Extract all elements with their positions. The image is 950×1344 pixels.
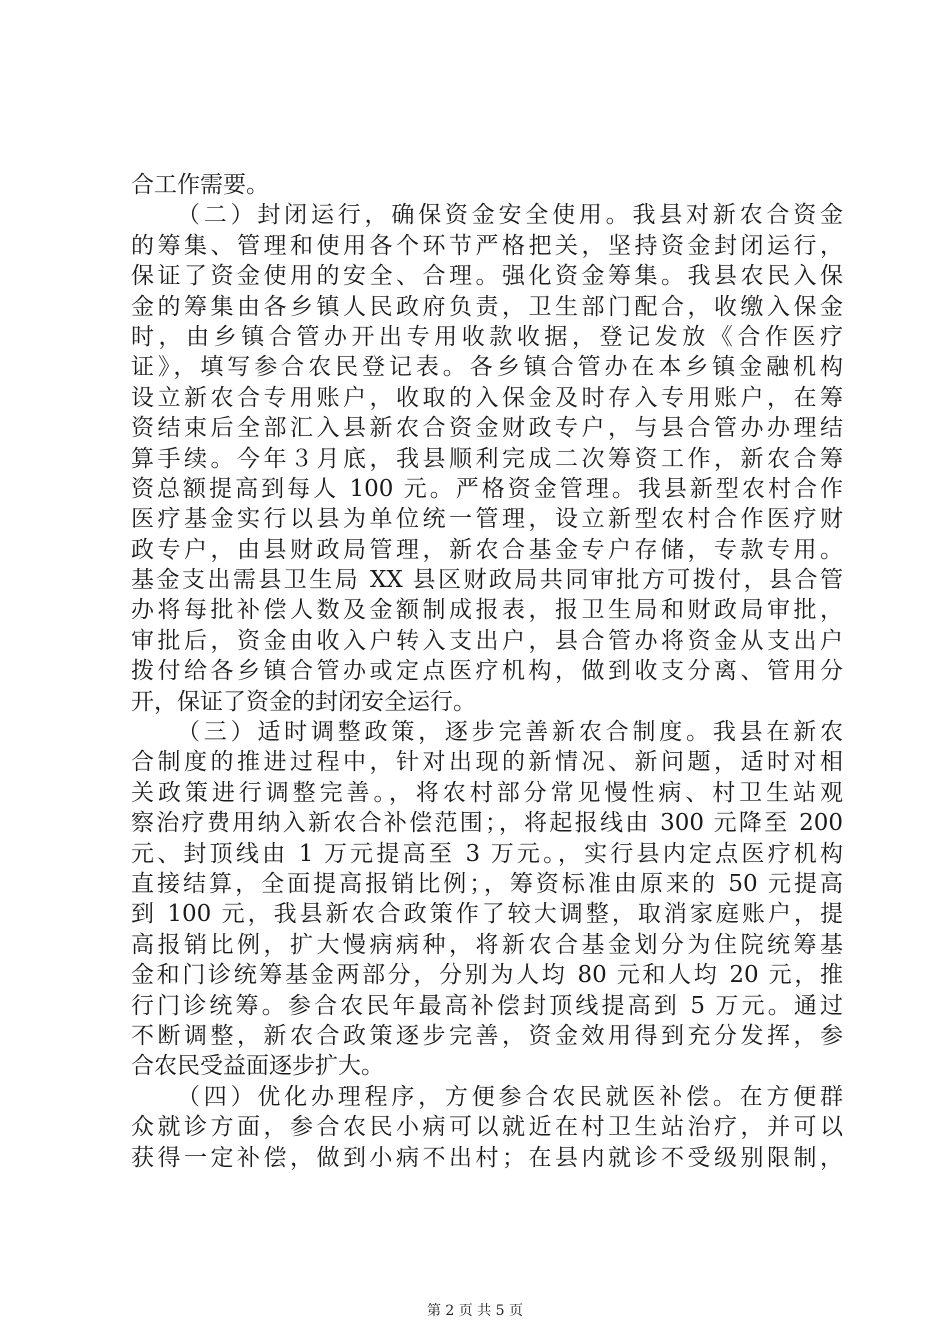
text-line: 到 100 元，我县新农合政策作了较大调整，取消家庭账户，提 — [131, 901, 843, 928]
paragraph-start-line: （四）优化办理程序，方便参合农民就医补偿。在方便群 — [177, 1083, 843, 1110]
text-line: 合工作需要。 — [131, 172, 269, 198]
text-line: 金的筹集由各乡镇人民政府负责，卫生部门配合，收缴入保金 — [131, 293, 843, 320]
text-line: 察治疗费用纳入新农合补偿范围；，将起报线由 300 元降至 200 — [131, 810, 843, 837]
text-line: 获得一定补偿，做到小病不出村；在县内就诊不受级别限制， — [131, 1144, 843, 1171]
text-line: 直接结算，全面提高报销比例；，筹资标准由原来的 50 元提高 — [131, 870, 843, 897]
text-line: 元、封顶线由 1 万元提高至 3 万元。，实行县内定点医疗机构 — [131, 840, 843, 867]
text-line: 审批后，资金由收入户转入支出户，县合管办将资金从支出户 — [131, 627, 843, 654]
text-line: 基金支出需县卫生局 XX 县区财政局共同审批方可拨付，县合管 — [131, 567, 843, 594]
text-line: 高报销比例，扩大慢病病种，将新农合基金划分为住院统筹基 — [131, 931, 843, 958]
body-text — [131, 170, 843, 1173]
text-line: 金和门诊统筹基金两部分，分别为人均 80 元和人均 20 元，推 — [131, 962, 843, 989]
text-line: 设立新农合专用账户，收取的入保金及时存入专用账户，在筹 — [131, 384, 843, 411]
text-line: 拨付给各乡镇合管办或定点医疗机构，做到收支分离、管用分 — [131, 658, 843, 685]
text-line: 办将每批补偿人数及金额制成报表，报卫生局和财政局审批， — [131, 597, 843, 624]
text-line: 证》，填写参合农民登记表。各乡镇合管办在本乡镇金融机构 — [131, 354, 843, 381]
text-line: 不断调整，新农合政策逐步完善，资金效用得到充分发挥，参 — [131, 1022, 843, 1049]
text-line: 保证了资金使用的安全、合理。强化资金筹集。我县农民入保 — [131, 263, 843, 290]
text-line: 医疗基金实行以县为单位统一管理，设立新型农村合作医疗财 — [131, 506, 843, 533]
text-line: 的筹集、管理和使用各个环节严格把关，坚持资金封闭运行， — [131, 232, 843, 259]
text-line: 资总额提高到每人 100 元。严格资金管理。我县新型农村合作 — [131, 475, 843, 502]
text-line: 众就诊方面，参合农民小病可以就近在村卫生站治疗，并可以 — [131, 1114, 843, 1141]
paragraph-start-line: （二）封闭运行，确保资金安全使用。我县对新农合资金 — [177, 202, 843, 229]
text-line: 合制度的推进过程中，针对出现的新情况、新问题，适时对相 — [131, 749, 843, 776]
text-line: 开，保证了资金的封闭安全运行。 — [131, 688, 476, 715]
text-line: 关政策进行调整完善。，将农村部分常见慢性病、村卫生站观 — [131, 779, 843, 806]
page-number-footer: 第 2 页 共 5 页 — [426, 1303, 524, 1319]
text-line: 时，由乡镇合管办开出专用收款收据，登记发放《合作医疗 — [131, 323, 843, 350]
text-line: 行门诊统筹。参合农民年最高补偿封顶线提高到 5 万元。通过 — [131, 992, 843, 1019]
text-line: 资结束后全部汇入县新农合资金财政专户，与县合管办办理结 — [131, 415, 843, 442]
paragraph-start-line: （三）适时调整政策，逐步完善新农合制度。我县在新农 — [177, 719, 843, 746]
text-line: 算手续。今年３月底，我县顺利完成二次筹资工作，新农合筹 — [131, 445, 843, 472]
text-line: 政专户，由县财政局管理，新农合基金专户存储，专款专用。 — [131, 536, 843, 563]
text-line: 合农民受益面逐步扩大。 — [131, 1053, 384, 1080]
